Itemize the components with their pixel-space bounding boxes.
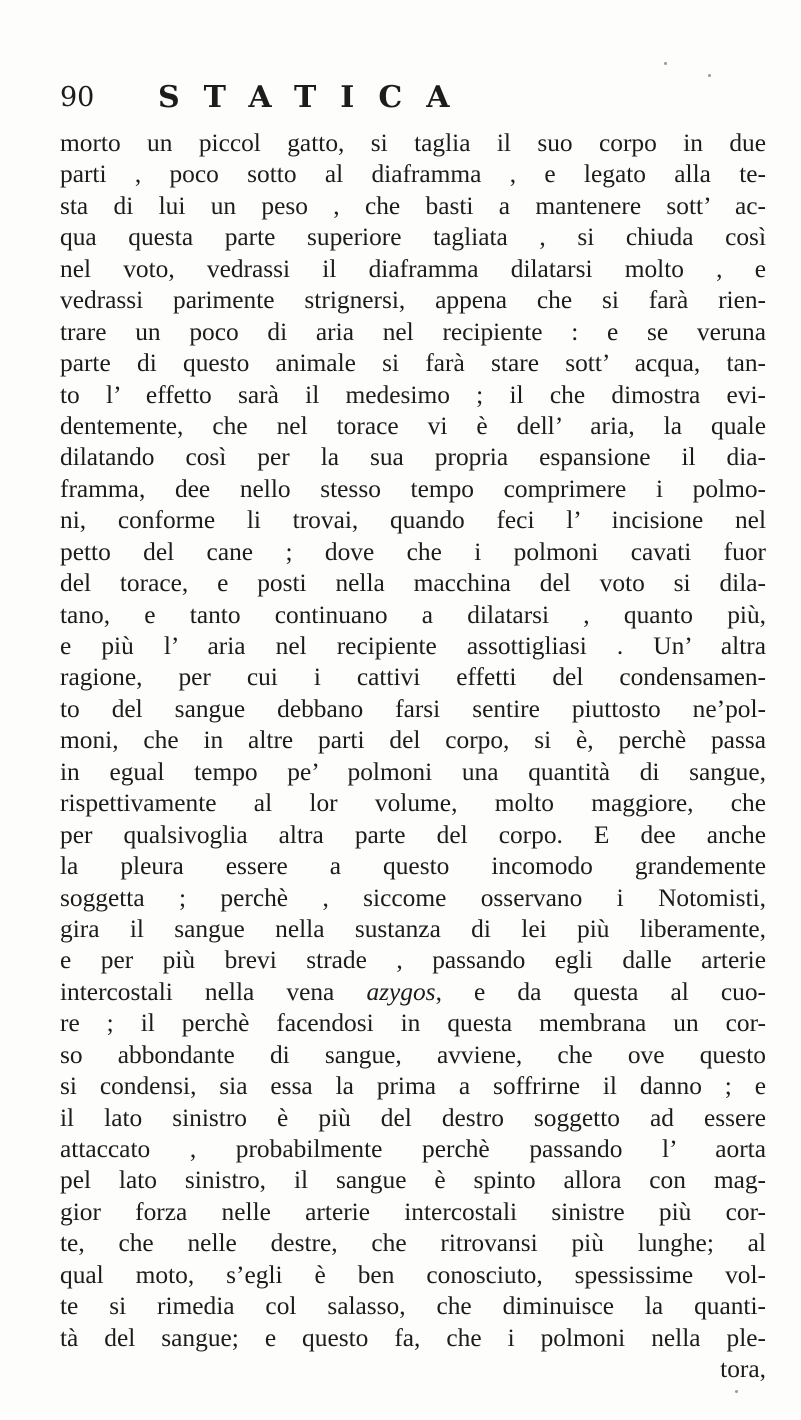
text-line: rispettivamente al lor volume, molto maggiore, che	[60, 789, 766, 818]
body-text	[60, 128, 766, 1386]
text-line: to l’ effetto sarà il medesimo ; il che dimostra evi-	[60, 380, 766, 409]
text-line: la pleura essere a questo incomodo grandemente	[60, 852, 766, 881]
text-line-with-italic	[60, 977, 766, 1008]
text-line: to del sangue debbano farsi sentire piuttosto ne’pol-	[60, 694, 766, 723]
text-line: moni, che in altre parti del corpo, si è, perchè passa	[60, 726, 766, 755]
text-line: tà del sangue; e questo fa, che i polmoni nella ple-	[60, 1323, 766, 1352]
paper-speck	[735, 1390, 738, 1393]
text-line: so abbondante di sangue, avviene, che ove questo	[60, 1040, 766, 1069]
text-line: gira il sangue nella sustanza di lei più liberamente,	[60, 914, 766, 943]
text-line: dilatando così per la sua propria espansione il dia-	[60, 443, 766, 472]
paper-speck	[708, 74, 711, 77]
text-line: parte di questo animale si farà stare sott’ acqua, tan-	[60, 349, 766, 378]
text-line: qual moto, s’egli è ben conosciuto, spessissime vol-	[60, 1260, 766, 1289]
paper-speck	[664, 62, 667, 65]
text-line: si condensi, sia essa la prima a soffrirne il danno ; e	[60, 1072, 766, 1101]
text-line: vedrassi parimente strignersi, appena che si farà rien-	[60, 286, 766, 315]
italic-term: azygos	[366, 977, 436, 1006]
text-line: del torace, e posti nella macchina del voto si dila-	[60, 569, 766, 598]
text-line: qua questa parte superiore tagliata , si chiuda così	[60, 223, 766, 252]
text-line: ragione, per cui i cattivi effetti del condensamen-	[60, 663, 766, 692]
text-line: dentemente, che nel torace vi è dell’ aria, la quale	[60, 411, 766, 440]
text-line-end: , e da questa al cuo-	[435, 977, 766, 1006]
text-line: e per più brevi strade , passando egli dalle arterie	[60, 946, 766, 975]
page-number: 90	[60, 82, 95, 113]
text-line: petto del cane ; dove che i polmoni cavati fuor	[60, 537, 766, 566]
page-header	[60, 78, 760, 118]
text-line: te, che nelle destre, che ritrovansi più lunghe; al	[60, 1229, 766, 1258]
text-line: ni, conforme li trovai, quando feci l’ incisione nel	[60, 506, 766, 535]
text-line: morto un piccol gatto, si taglia il suo corpo in due	[60, 129, 766, 157]
text-line: trare un poco di aria nel recipiente : e se veruna	[60, 317, 766, 346]
text-line: pel lato sinistro, il sangue è spinto allora con mag-	[60, 1166, 766, 1195]
catchword: tora,	[720, 1355, 766, 1384]
text-line: e più l’ aria nel recipiente assottigliasi . Un’ altra	[60, 632, 766, 660]
text-line: in egual tempo pe’ polmoni una quantità di sangue,	[60, 757, 766, 786]
text-line: per qualsivoglia altra parte del corpo. E dee anche	[60, 820, 766, 849]
text-line-start: intercostali nella vena	[60, 977, 335, 1006]
text-line: tano, e tanto continuano a dilatarsi , quanto più,	[60, 600, 766, 629]
text-line: sta di lui un peso , che basti a mantenere sott’ ac-	[60, 191, 766, 220]
text-line: framma, dee nello stesso tempo comprimere i polmo-	[60, 474, 766, 503]
running-title: STATICA	[158, 80, 474, 115]
text-line: te si rimedia col salasso, che diminuisce la quanti-	[60, 1292, 766, 1321]
text-line: attaccato , probabilmente perchè passando l’ aorta	[60, 1135, 766, 1163]
text-line: re ; il perchè facendosi in questa membrana un cor-	[60, 1009, 766, 1038]
text-line: gior forza nelle arterie intercostali sinistre più cor-	[60, 1197, 766, 1226]
text-line: soggetta ; perchè , siccome osservano i Notomisti,	[60, 883, 766, 912]
text-line: nel voto, vedrassi il diaframma dilatarsi molto , e	[60, 254, 766, 283]
text-line: parti , poco sotto al diaframma , e legato alla te-	[60, 160, 766, 189]
text-line: il lato sinistro è più del destro soggetto ad essere	[60, 1103, 766, 1132]
